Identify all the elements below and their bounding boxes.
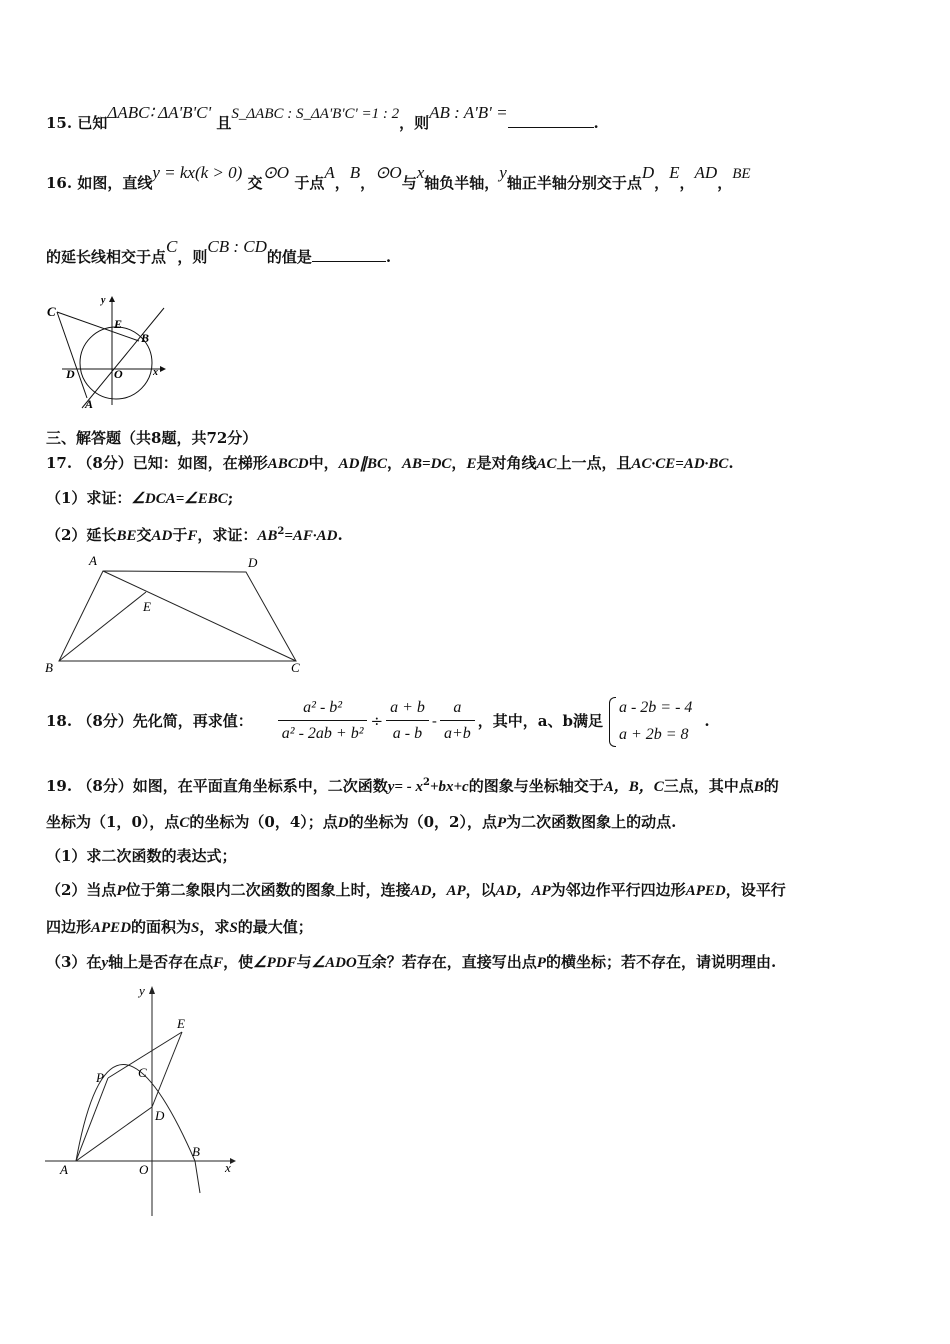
question-19-line2: 坐标为（1，0），点C的坐标为（0，4）；点D的坐标为（0，2），点P为二次函数图象上的动点.	[46, 813, 677, 831]
q15-answer-blank[interactable]	[508, 113, 594, 128]
question-16-line1: 16. 如图，直线y = kx(k > 0) 交⊙O 于点A，B，⊙O与x轴负半轴，y轴正半轴分别交于点D，E，AD，BE	[46, 163, 751, 192]
q18-fraction-3: $\frac{a}{a+b}$	[440, 698, 475, 744]
q19-label-P: P	[96, 1070, 104, 1085]
question-19-part1: （1）求二次函数的表达式；	[46, 847, 237, 865]
q16-answer-blank[interactable]	[312, 247, 386, 262]
q19-label-B: B	[192, 1144, 200, 1159]
q18-fraction-1: $\frac{\text{a² - b²}}{\text{a² - 2ab + b²}}$	[278, 698, 368, 744]
q16-label-E: E	[114, 317, 123, 331]
section-3-heading: 三、解答题（共8题，共72分）	[46, 429, 258, 447]
q16-label-B: B	[141, 331, 150, 345]
question-19-line1: 19. （8分）如图，在平面直角坐标系中，二次函数$y= - x^2+bx+c$的图象与坐标轴交于A，B，C三点，其中点B的	[46, 777, 779, 795]
question-19-part2-cont: 四边形APED的面积为S，求S的最大值；	[46, 918, 313, 936]
q16-label-x: x	[153, 367, 158, 378]
q16-label-C: C	[47, 304, 56, 319]
question-17-part1: （1）求证：∠DCA=∠EBC;	[46, 489, 234, 507]
q19-segment-ap	[76, 1078, 108, 1161]
q15-number: 15.	[46, 114, 73, 132]
q18-brace	[609, 697, 616, 747]
q19-label-A: A	[60, 1162, 68, 1177]
q16-line-ad	[57, 312, 87, 398]
q15-side-ratio: AB : A'B' =	[429, 103, 508, 122]
question-17-part2: （2）延长BE交AD于F，求证：$AB^2=AF\cdot AD$.	[46, 526, 343, 544]
question-15: 15. 已知ΔABC∶ ΔA'B'C' 且S_ΔABC : S_ΔA'B'C' =1 : 2，则AB : A'B' =.	[46, 103, 599, 132]
q19-label-O: O	[139, 1162, 149, 1177]
q15-area-ratio: S_ΔABC : S_ΔA'B'C' =1 : 2	[231, 106, 400, 122]
q19-label-y: y	[139, 983, 145, 998]
q18-fraction-2: $\frac{a + b}{a - b}$	[386, 698, 429, 744]
q16-label-D: D	[66, 367, 75, 381]
q17-trapezoid	[59, 571, 296, 661]
q16-label-O: O	[114, 367, 123, 381]
q16-x-arrow	[160, 366, 166, 372]
q16-label-A: A	[85, 397, 94, 411]
q16-label-y: y	[101, 295, 106, 306]
q16-circle-figure	[40, 290, 175, 412]
q19-x-arrow	[230, 1158, 236, 1164]
question-18: 18. （8分）先化简，再求值： $\frac{\text{a² - b²}}{\text{a² - 2ab + b²}}$ ÷ $\frac{a + b}{a - b}$ - $\frac{a}{a+b}$ ，其中，a、b满足 a - 2b = - 4 a + 2b = 8 .	[46, 693, 710, 749]
q17-label-D: D	[248, 555, 258, 570]
q17-trapezoid-figure	[40, 548, 310, 678]
q15-similar-triangles: ΔABC∶ ΔA'B'C'	[107, 103, 212, 122]
question-19-part3: （3）在y轴上是否存在点F，使∠PDF与∠ADO互余？若存在，直接写出点P的横坐标；若不存在，请说明理由.	[46, 953, 777, 971]
q19-label-D: D	[155, 1108, 165, 1123]
q16-y-arrow	[109, 296, 115, 302]
question-16-line2: 的延长线相交于点C，则CB : CD的值是 .	[46, 237, 392, 266]
q19-label-C: C	[138, 1065, 147, 1080]
q17-label-C: C	[291, 660, 300, 675]
question-19-part2: （2）当点P位于第二象限内二次函数的图象上时，连接AD，AP，以AD，AP为邻边作平行四边形APED，设平行	[46, 881, 786, 899]
q17-label-B: B	[45, 660, 53, 675]
q19-segment-ad	[76, 1107, 152, 1161]
q16-line-be	[57, 312, 139, 341]
q19-y-arrow	[149, 986, 155, 994]
q19-label-E: E	[177, 1016, 185, 1031]
q16-number: 16.	[46, 174, 73, 192]
q19-parabola	[76, 1065, 200, 1194]
q18-equation-system: a - 2b = - 4 a + 2b = 8	[609, 694, 692, 748]
q17-diagonal-ac	[103, 571, 296, 661]
q17-label-E: E	[143, 599, 151, 614]
question-17-stem: 17. （8分）已知：如图，在梯形ABCD中，AD∥BC，AB=DC，E是对角线AC上一点，且AC·CE=AD·BC.	[46, 454, 734, 472]
q19-label-x: x	[225, 1160, 231, 1175]
q19-segment-ed	[152, 1032, 182, 1107]
q17-segment-be	[59, 592, 146, 661]
q19-parabola-figure	[40, 978, 240, 1223]
q17-label-A: A	[89, 553, 97, 568]
